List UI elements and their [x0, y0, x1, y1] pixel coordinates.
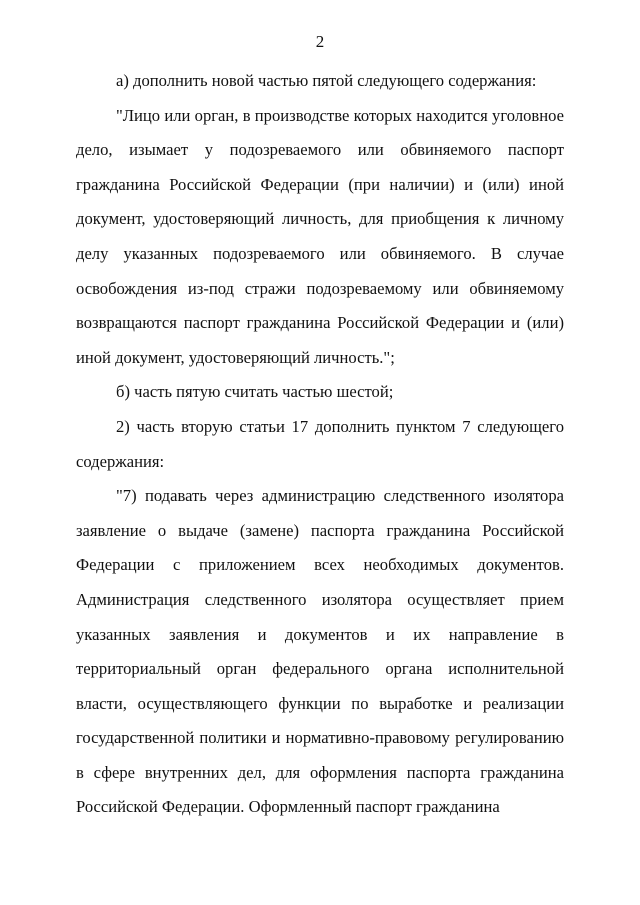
document-body — [76, 64, 564, 825]
paragraph-quoted-point-7: "7) подавать через администрацию следственного изолятора заявление о выдаче (замене) паспорта гражданина Российской Федерации с приложением всех необходимых документов. Администрация следственного изолятора осуществляет прием указанных заявления и документов и их направление в территориальный орган федерального органа исполнительной власти, осуществляющего функции по выработке и реализации государственной политики и нормативно-правовому регулированию в сфере внутренних дел, для оформления паспорта гражданина Российской Федерации. Оформленный паспорт гражданина — [76, 486, 564, 817]
paragraph-amendment-a: а) дополнить новой частью пятой следующего содержания: — [116, 71, 537, 90]
paragraph-amendment-b: б) часть пятую считать частью шестой; — [116, 382, 394, 402]
paragraph-quoted-part-five: "Лицо или орган, в производстве которых находится уголовное дело, изымает у подозреваемого или обвиняемого паспорт гражданина Российской Федерации (при наличии) и (или) иной документ, удостоверяющий личность, для приобщения к личному делу указанных подозреваемого или обвиняемого. В случае освобождения из-под стражи подозреваемому или обвиняемому возвращаются паспорт гражданина Российской Федерации и (или) иной документ, удостоверяющий личность."; — [76, 105, 564, 367]
page-number: 2 — [315, 32, 325, 51]
paragraph-item-2: 2) часть вторую статьи 17 дополнить пунктом 7 следующего содержания: — [76, 416, 564, 471]
